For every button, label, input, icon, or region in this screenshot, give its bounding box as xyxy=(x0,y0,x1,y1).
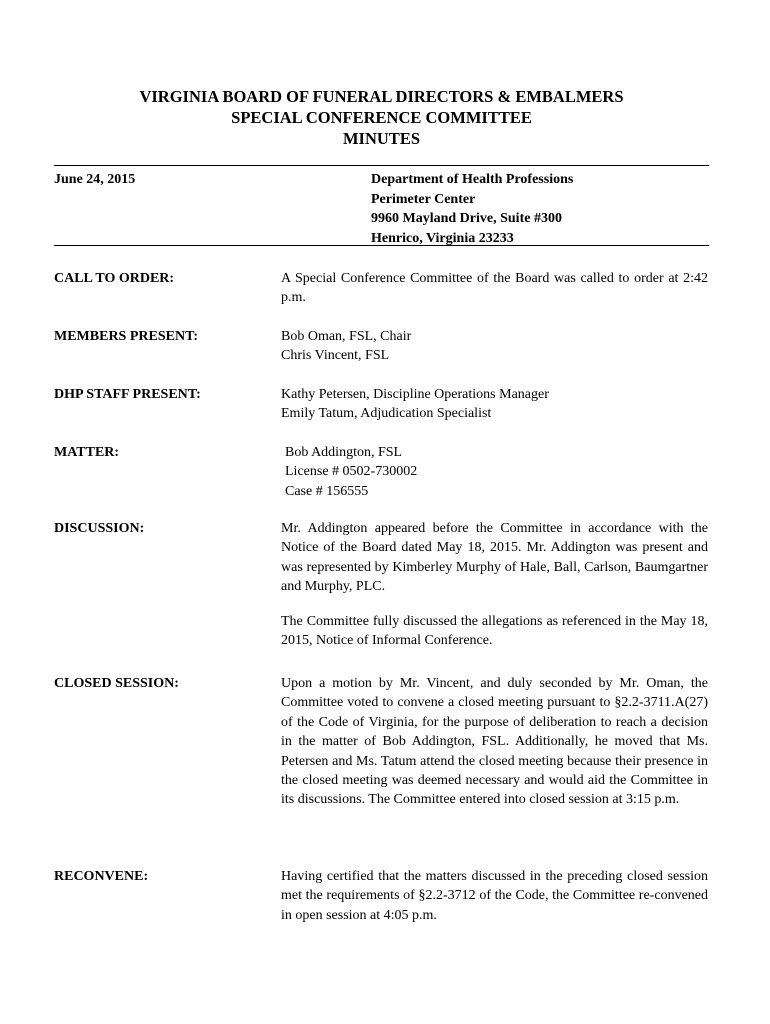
meeting-location xyxy=(371,170,573,248)
location-line: 9960 Mayland Drive, Suite #300 xyxy=(371,211,562,226)
call-to-order-label: CALL TO ORDER: xyxy=(54,271,175,286)
member-entry: Chris Vincent, FSL xyxy=(281,348,390,364)
location-line: Department of Health Professions xyxy=(371,172,574,187)
member-entry: Bob Oman, FSL, Chair xyxy=(281,329,412,344)
header-bottom-divider xyxy=(54,245,709,246)
matter-line: License # 0502-730002 xyxy=(285,464,418,480)
location-line: Henrico, Virginia 23233 xyxy=(371,230,514,246)
dhp-staff-label: DHP STAFF PRESENT: xyxy=(54,387,201,402)
matter-details xyxy=(285,443,712,501)
matter-label: MATTER: xyxy=(54,445,120,460)
members-present-list xyxy=(281,327,708,366)
document-header xyxy=(54,86,709,149)
meeting-date: June 24, 2015 xyxy=(54,172,136,187)
committee-name: SPECIAL CONFERENCE COMMITTEE xyxy=(231,108,532,127)
staff-entry: Emily Tatum, Adjudication Specialist xyxy=(281,406,492,422)
staff-entry: Kathy Petersen, Discipline Operations Manager xyxy=(281,387,549,402)
closed-session-label: CLOSED SESSION: xyxy=(54,676,179,691)
top-divider xyxy=(54,165,709,166)
reconvene-label: RECONVENE: xyxy=(54,869,149,884)
members-present-label: MEMBERS PRESENT: xyxy=(54,329,199,344)
discussion-body xyxy=(281,519,708,650)
board-name: VIRGINIA BOARD OF FUNERAL DIRECTORS & EMBALMERS xyxy=(139,87,624,106)
location-line: Perimeter Center xyxy=(371,191,476,207)
dhp-staff-list xyxy=(281,385,708,424)
discussion-label: DISCUSSION: xyxy=(54,521,145,536)
closed-session-text: Upon a motion by Mr. Vincent, and duly seconded by Mr. Oman, the Committee voted to convene a closed meeting pursuant to §2.2-3711.A(27) of the Code of Virginia, for the purpose of deliberation to reach a decision in the matter of Bob Addington, FSL. Additionally, he moved that Ms. Petersen and Ms. Tatum attend the closed meeting because their presence in the closed meeting was deemed necessary and would aid the Committee in its discussions. The Committee entered into closed session at 3:15 p.m. xyxy=(281,676,708,808)
reconvene-text: Having certified that the matters discussed in the preceding closed session met the requirements of §2.2-3712 of the Code, the Committee re-convened in open session at 4:05 p.m. xyxy=(281,869,708,923)
matter-line: Case # 156555 xyxy=(285,483,369,499)
document-title: MINUTES xyxy=(342,129,420,148)
discussion-paragraph: Mr. Addington appeared before the Committee in accordance with the Notice of the Board dated May 18, 2015. Mr. Addington was present and was represented by Kimberley Murphy of Hale, Ball, Carlson, Baumgartner and Murphy, PLC. xyxy=(281,521,708,595)
matter-line: Bob Addington, FSL xyxy=(285,445,403,460)
call-to-order-text: A Special Conference Committee of the Board was called to order at 2:42 p.m. xyxy=(281,271,708,306)
discussion-paragraph: The Committee fully discussed the allegations as referenced in the May 18, 2015, Notice of Informal Conference. xyxy=(281,613,708,649)
